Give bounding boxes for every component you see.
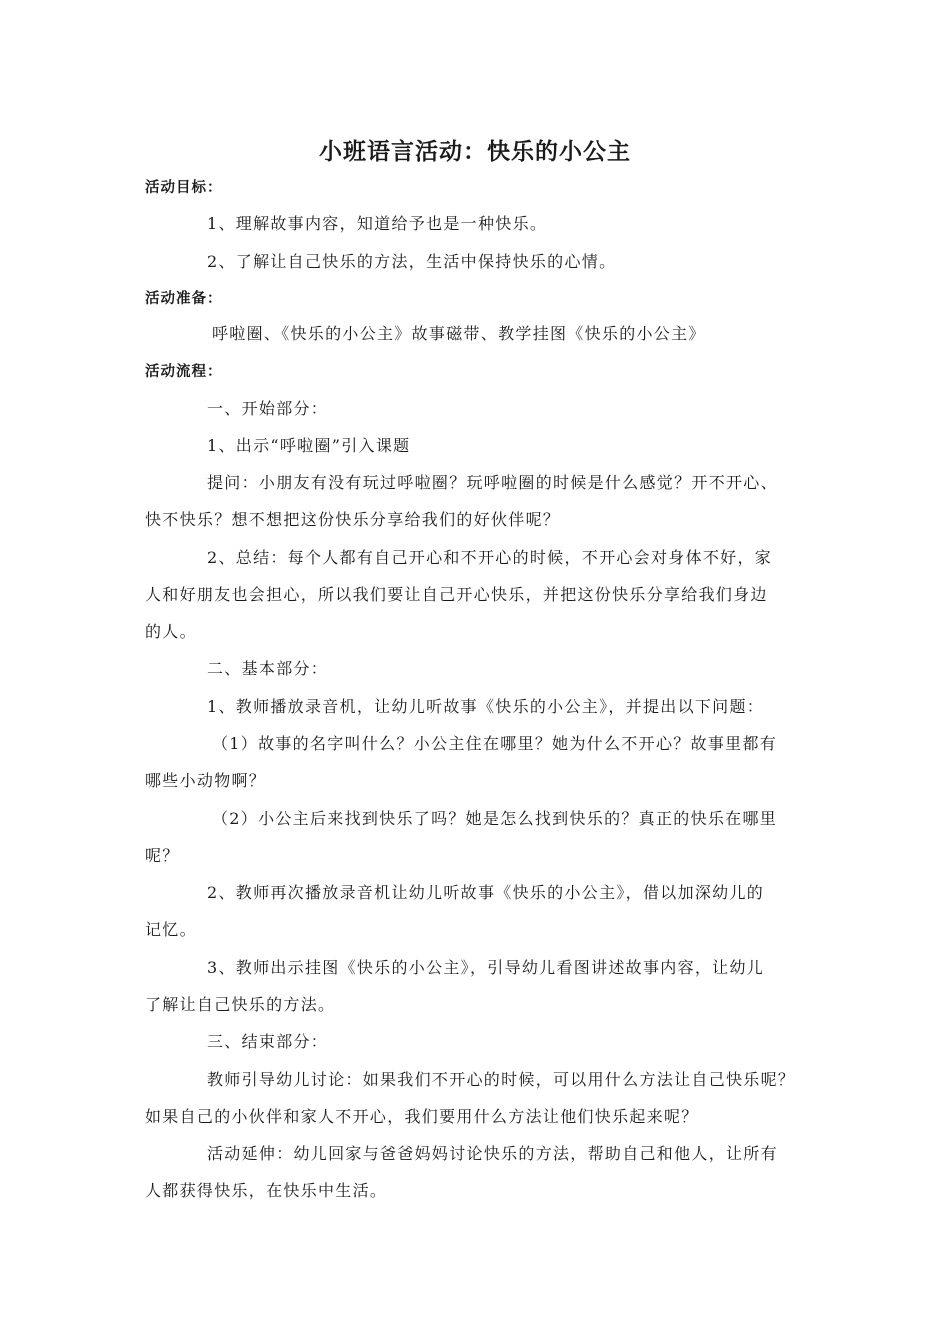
process-line: 3、教师出示挂图《快乐的小公主》，引导幼儿看图讲述故事内容，让幼儿	[207, 958, 765, 977]
process-line: 活动延伸：幼儿回家与爸爸妈妈讨论快乐的方法，帮助自己和他人，让所有	[207, 1144, 778, 1163]
goal-item: 1、理解故事内容，知道给予也是一种快乐。	[207, 214, 548, 233]
document-title: 小班语言活动：快乐的小公主	[319, 139, 631, 165]
process-line: 哪些小动物啊？	[145, 771, 267, 790]
process-line: 快不快乐？想不想把这份快乐分享给我们的好伙伴呢？	[145, 510, 561, 529]
process-line: 记忆。	[145, 920, 197, 939]
process-line: 的人。	[145, 622, 197, 641]
process-line: 2、总结：每个人都有自己开心和不开心的时候，不开心会对身体不好，家	[207, 548, 773, 567]
process-line: （1）故事的名字叫什么？小公主住在哪里？她为什么不开心？故事里都有	[212, 734, 778, 753]
process-line: 人和好朋友也会担心，所以我们要让自己开心快乐，并把这份快乐分享给我们身边	[145, 585, 768, 604]
section-heading-process: 活动流程：	[145, 364, 223, 380]
goal-item: 2、了解让自己快乐的方法，生活中保持快乐的心情。	[207, 252, 617, 271]
preparation-text: 呼啦圈、《快乐的小公主》故事磁带、教学挂图《快乐的小公主》	[212, 324, 706, 343]
process-line: （2）小公主后来找到快乐了吗？她是怎么找到快乐的？真正的快乐在哪里	[212, 809, 778, 828]
section-heading-preparation: 活动准备：	[145, 291, 223, 307]
process-line: 1、出示“呼啦圈”引入课题	[207, 436, 411, 455]
process-line: 1、教师播放录音机，让幼儿听故事《快乐的小公主》，并提出以下问题：	[207, 697, 765, 716]
process-line: 三、结束部分：	[207, 1032, 329, 1051]
process-line: 呢？	[145, 846, 180, 865]
process-line: 2、教师再次播放录音机让幼儿听故事《快乐的小公主》，借以加深幼儿的	[207, 883, 765, 902]
process-line: 二、基本部分：	[207, 659, 329, 678]
process-line: 了解让自己快乐的方法。	[145, 995, 336, 1014]
process-line: 人都获得快乐，在快乐中生活。	[145, 1181, 388, 1200]
process-line: 教师引导幼儿讨论：如果我们不开心的时候，可以用什么方法让自己快乐呢？	[207, 1070, 796, 1089]
process-line: 一、开始部分：	[207, 399, 329, 418]
section-heading-goals: 活动目标：	[145, 180, 223, 196]
process-line: 提问：小朋友有没有玩过呼啦圈？玩呼啦圈的时候是什么感觉？开不开心、	[207, 473, 778, 492]
process-line: 如果自己的小伙伴和家人不开心，我们要用什么方法让他们快乐起来呢？	[145, 1107, 699, 1126]
